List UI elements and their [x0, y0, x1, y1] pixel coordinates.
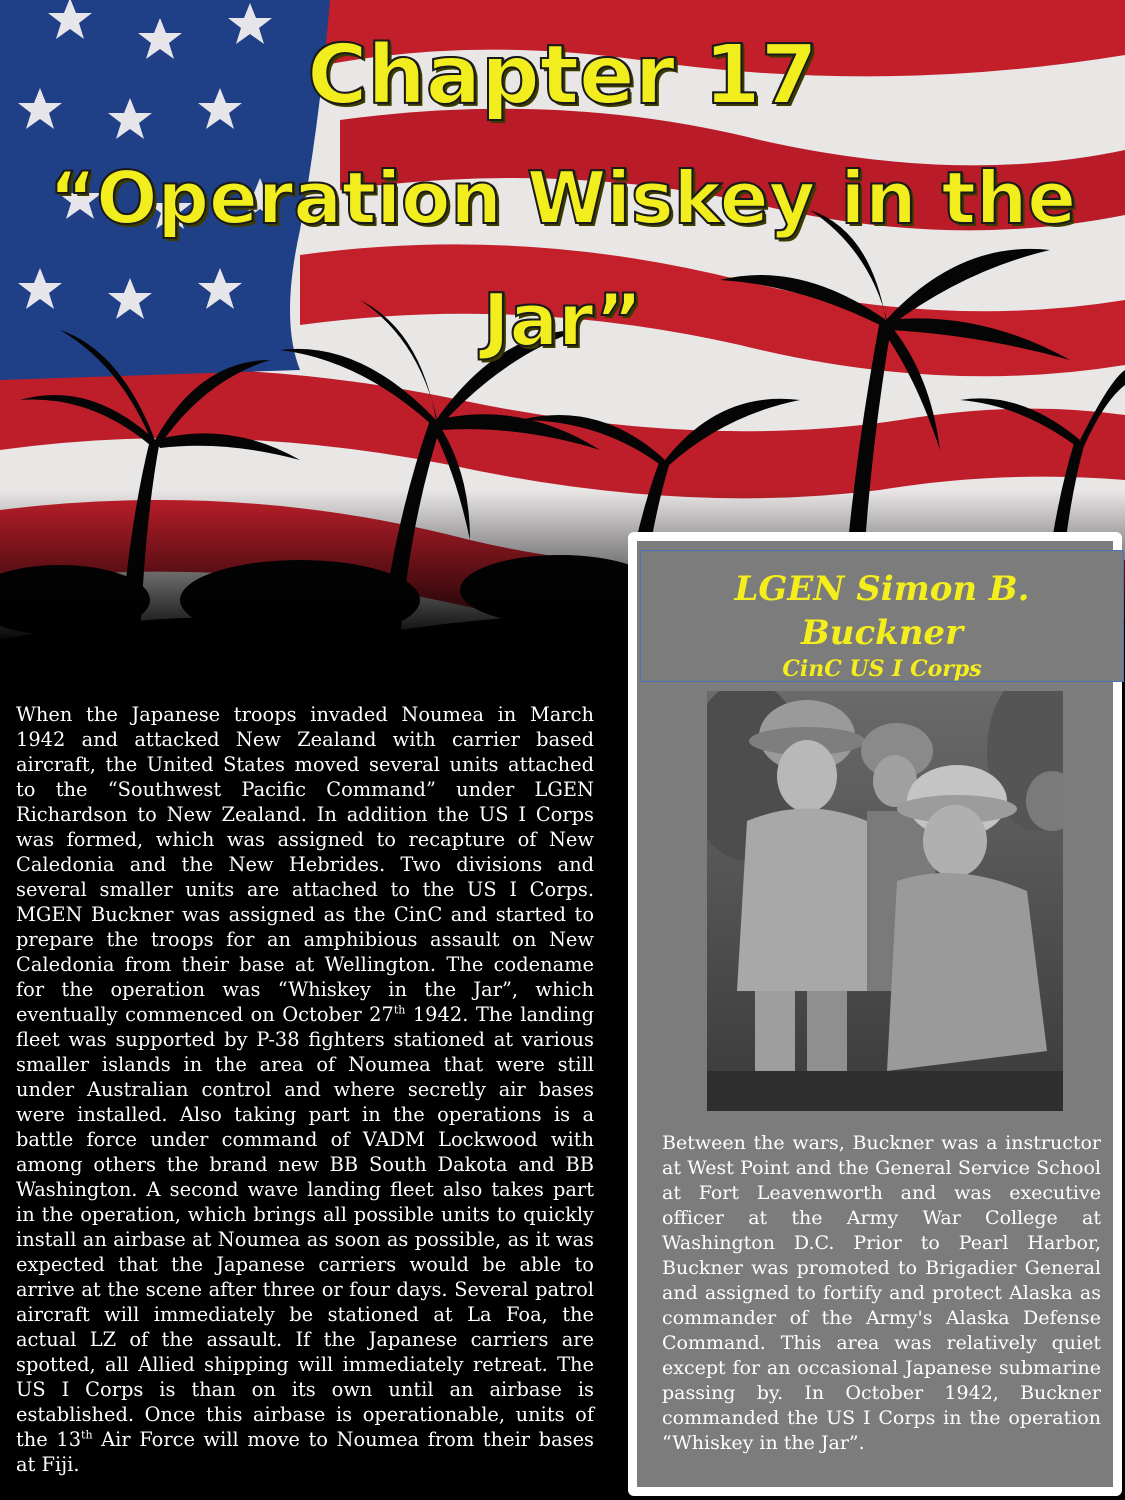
commander-bio: Between the wars, Buckner was a instructor at West Point and the General Service School at Fort Leavenworth and was executive officer at the Army War College at Washington D.C. Prior to Pearl Harbor, Buckner was promoted to Brigadier General and assigned to fortify and protect Alaska as commander of the Army's Alaska Defense Command. This area was relatively quiet except for an occasional Japanese submarine passing by. In October 1942, Buckner commanded the US I Corps in the operation “Whiskey in the Jar”. — [662, 1132, 1101, 1454]
name-header — [640, 550, 1124, 682]
operation-title-line2: Jar” — [482, 278, 643, 362]
soldiers-photo-illustration — [707, 691, 1063, 1111]
operation-title-line1: “Operation Wiskey in the — [48, 156, 1077, 240]
commander-name-line2: Buckner — [801, 613, 963, 653]
bio-card-panel — [637, 541, 1113, 1487]
commander-name-line1: LGEN Simon B. — [734, 569, 1030, 609]
article-text-part2: 1942. The landing fleet was supported by P-38 fighters stationed at various smaller islands in the area of Noumea that were still under Australian control and where secretly air bases were installed. Also taking part in the operations is a battle force under command of VADM Lockwood with among others the brand new BB South Dakota and BB Washington. A second wave landing fleet also takes part in the operation, which brings all possible units to quickly install an airbase at Noumea as soon as possible, as it was expected that the Japanese carriers would be able to arrive at the scene after three or four days. Several patrol aircraft will immediately be stationed at La Foa, the actual LZ of the assault. If the Japanese carriers are spotted, all Allied shipping will immediately retreat. The US I Corps is than on its own until an airbase is established. Once this airbase is operationable, units of the 13 — [16, 1003, 595, 1451]
ordinal-suffix: th — [393, 1003, 406, 1017]
bio-card — [628, 532, 1122, 1496]
ordinal-suffix: th — [81, 1428, 93, 1442]
commander-role: CinC US I Corps — [782, 656, 982, 682]
article-text-part3: Air Force will move to Noumea from their bases at Fiji. — [16, 1428, 595, 1476]
commander-photo — [707, 691, 1063, 1111]
chapter-title: Chapter 17 — [307, 28, 818, 123]
article-text-part1: When the Japanese troops invaded Noumea in March 1942 and attacked New Zealand with carrier based aircraft, the United States moved several units attached to the “Southwest Pacific Command” under LGEN Richardson to New Zealand. In addition the US I Corps was formed, which was assigned to recapture of New Caledonia and the New Hebrides. Two divisions and several smaller units are attached to the US I Corps. MGEN Buckner was assigned as the CinC and started to prepare the troops for an amphibious assault on New Caledonia from their base at Wellington. The codename for the operation was “Whiskey in the Jar”, which eventually commenced on October 27 — [16, 703, 594, 1026]
article-body — [16, 702, 594, 1477]
